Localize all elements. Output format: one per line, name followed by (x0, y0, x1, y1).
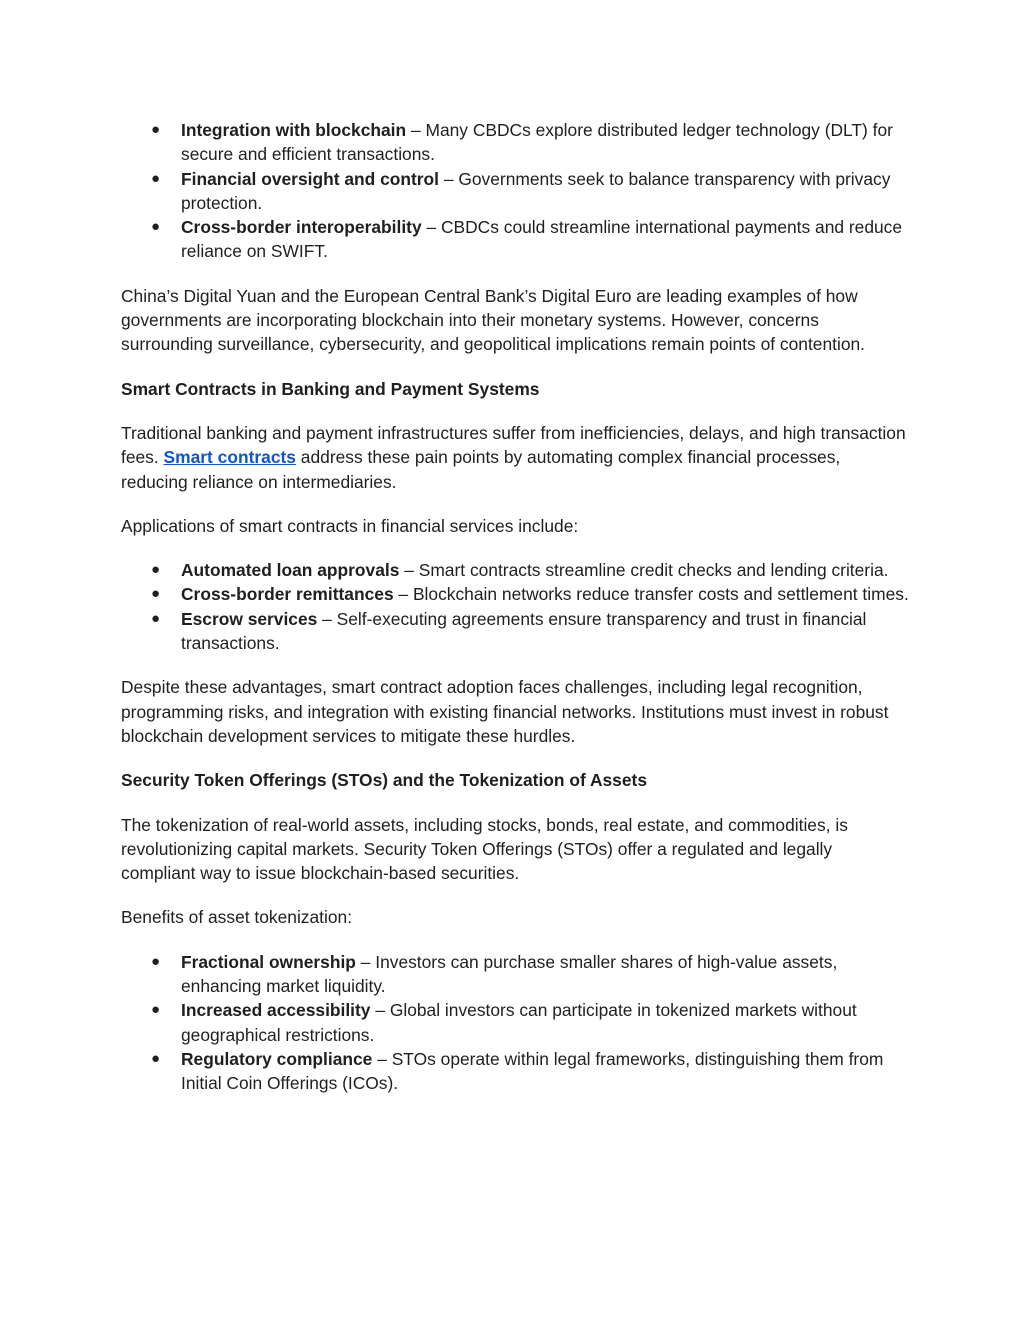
bullet-icon: ● (151, 561, 161, 579)
list-item-text: – Blockchain networks reduce transfer costs and settlement times. (393, 584, 909, 605)
paragraph-text: address these pain points by automating complex financial processes, reducing reliance on intermediaries. (121, 447, 841, 492)
list-item (121, 1047, 911, 1096)
list-item-text: – Investors can purchase smaller shares of high-value assets, enhancing market liquidity. (181, 951, 838, 997)
smart-contract-applications-list (121, 558, 911, 655)
section-heading-smart-contracts: Smart Contracts in Banking and Payment Systems (121, 378, 540, 399)
list-item (121, 118, 911, 167)
paragraph-applications-intro: Applications of smart contracts in financial services include: (121, 515, 579, 536)
smart-contracts-link[interactable]: Smart contracts (163, 447, 296, 468)
bullet-icon: ● (151, 585, 161, 603)
list-item-term: Fractional ownership (181, 951, 356, 972)
bullet-icon: ● (151, 1001, 161, 1019)
list-item (121, 167, 911, 216)
list-item-term: Increased accessibility (181, 1000, 371, 1021)
paragraph-tokenization: The tokenization of real-world assets, including stocks, bonds, real estate, and commodities, is revolutionizing capital markets. Security Token Offerings (STOs) offer a regulated and legally compliant way to issue blockchain-based securities. (121, 814, 848, 884)
list-item-text: – Governments seek to balance transparency with privacy protection. (181, 168, 891, 213)
list-item-text: – STOs operate within legal frameworks, distinguishing them from Initial Coin Offerings (ICOs). (181, 1048, 884, 1094)
bullet-icon: ● (151, 952, 161, 970)
list-item-term: Integration with blockchain (181, 120, 407, 140)
paragraph-benefits-intro: Benefits of asset tokenization: (121, 907, 353, 928)
list-item-term: Automated loan approvals (181, 560, 400, 581)
list-item-text: – Many CBDCs explore distributed ledger technology (DLT) for secure and efficient transactions. (181, 120, 893, 165)
list-item (121, 950, 911, 999)
list-item-text: – CBDCs could streamline international payments and reduce reliance on SWIFT. (181, 217, 903, 262)
list-item (121, 215, 911, 264)
document-page (121, 118, 911, 1096)
list-item-text: – Global investors can participate in tokenized markets without geographical restrictions. (181, 1000, 857, 1045)
list-item-term: Escrow services (181, 608, 318, 629)
paragraph-digital-yuan: China’s Digital Yuan and the European Central Bank’s Digital Euro are leading examples of how governments are incorporating blockchain into their monetary systems. However, concerns surrounding surveillance, cybersecurity, and geopolitical implications remain points of contention. (121, 285, 866, 355)
paragraph-challenges: Despite these advantages, smart contract adoption faces challenges, including legal recognition, programming risks, and integration with existing financial networks. Institutions must invest in robust blockchain development services to mitigate these hurdles. (121, 677, 889, 746)
list-item (121, 998, 911, 1047)
bullet-icon: ● (151, 1049, 161, 1067)
bullet-icon: ● (151, 169, 161, 187)
paragraph-traditional-banking (121, 421, 911, 494)
list-item (121, 607, 911, 656)
paragraph-text: Traditional banking and payment infrastructures suffer from inefficiencies, delays, and high transaction fees. (121, 422, 906, 468)
list-item-term: Regulatory compliance (181, 1048, 373, 1069)
section-heading-stos: Security Token Offerings (STOs) and the Tokenization of Assets (121, 770, 647, 791)
list-item-text: – Smart contracts streamline credit checks and lending criteria. (399, 560, 889, 581)
bullet-icon: ● (151, 121, 161, 138)
list-item-term: Cross-border remittances (181, 584, 394, 605)
list-item-text: – Self-executing agreements ensure transparency and trust in financial transactions. (181, 608, 867, 654)
list-item-term: Financial oversight and control (181, 168, 439, 189)
cbdc-features-list (121, 118, 911, 264)
bullet-icon: ● (151, 609, 161, 627)
list-item (121, 558, 911, 582)
list-item (121, 582, 911, 606)
bullet-icon: ● (151, 218, 161, 236)
list-item-term: Cross-border interoperability (181, 217, 422, 238)
tokenization-benefits-list (121, 950, 911, 1096)
